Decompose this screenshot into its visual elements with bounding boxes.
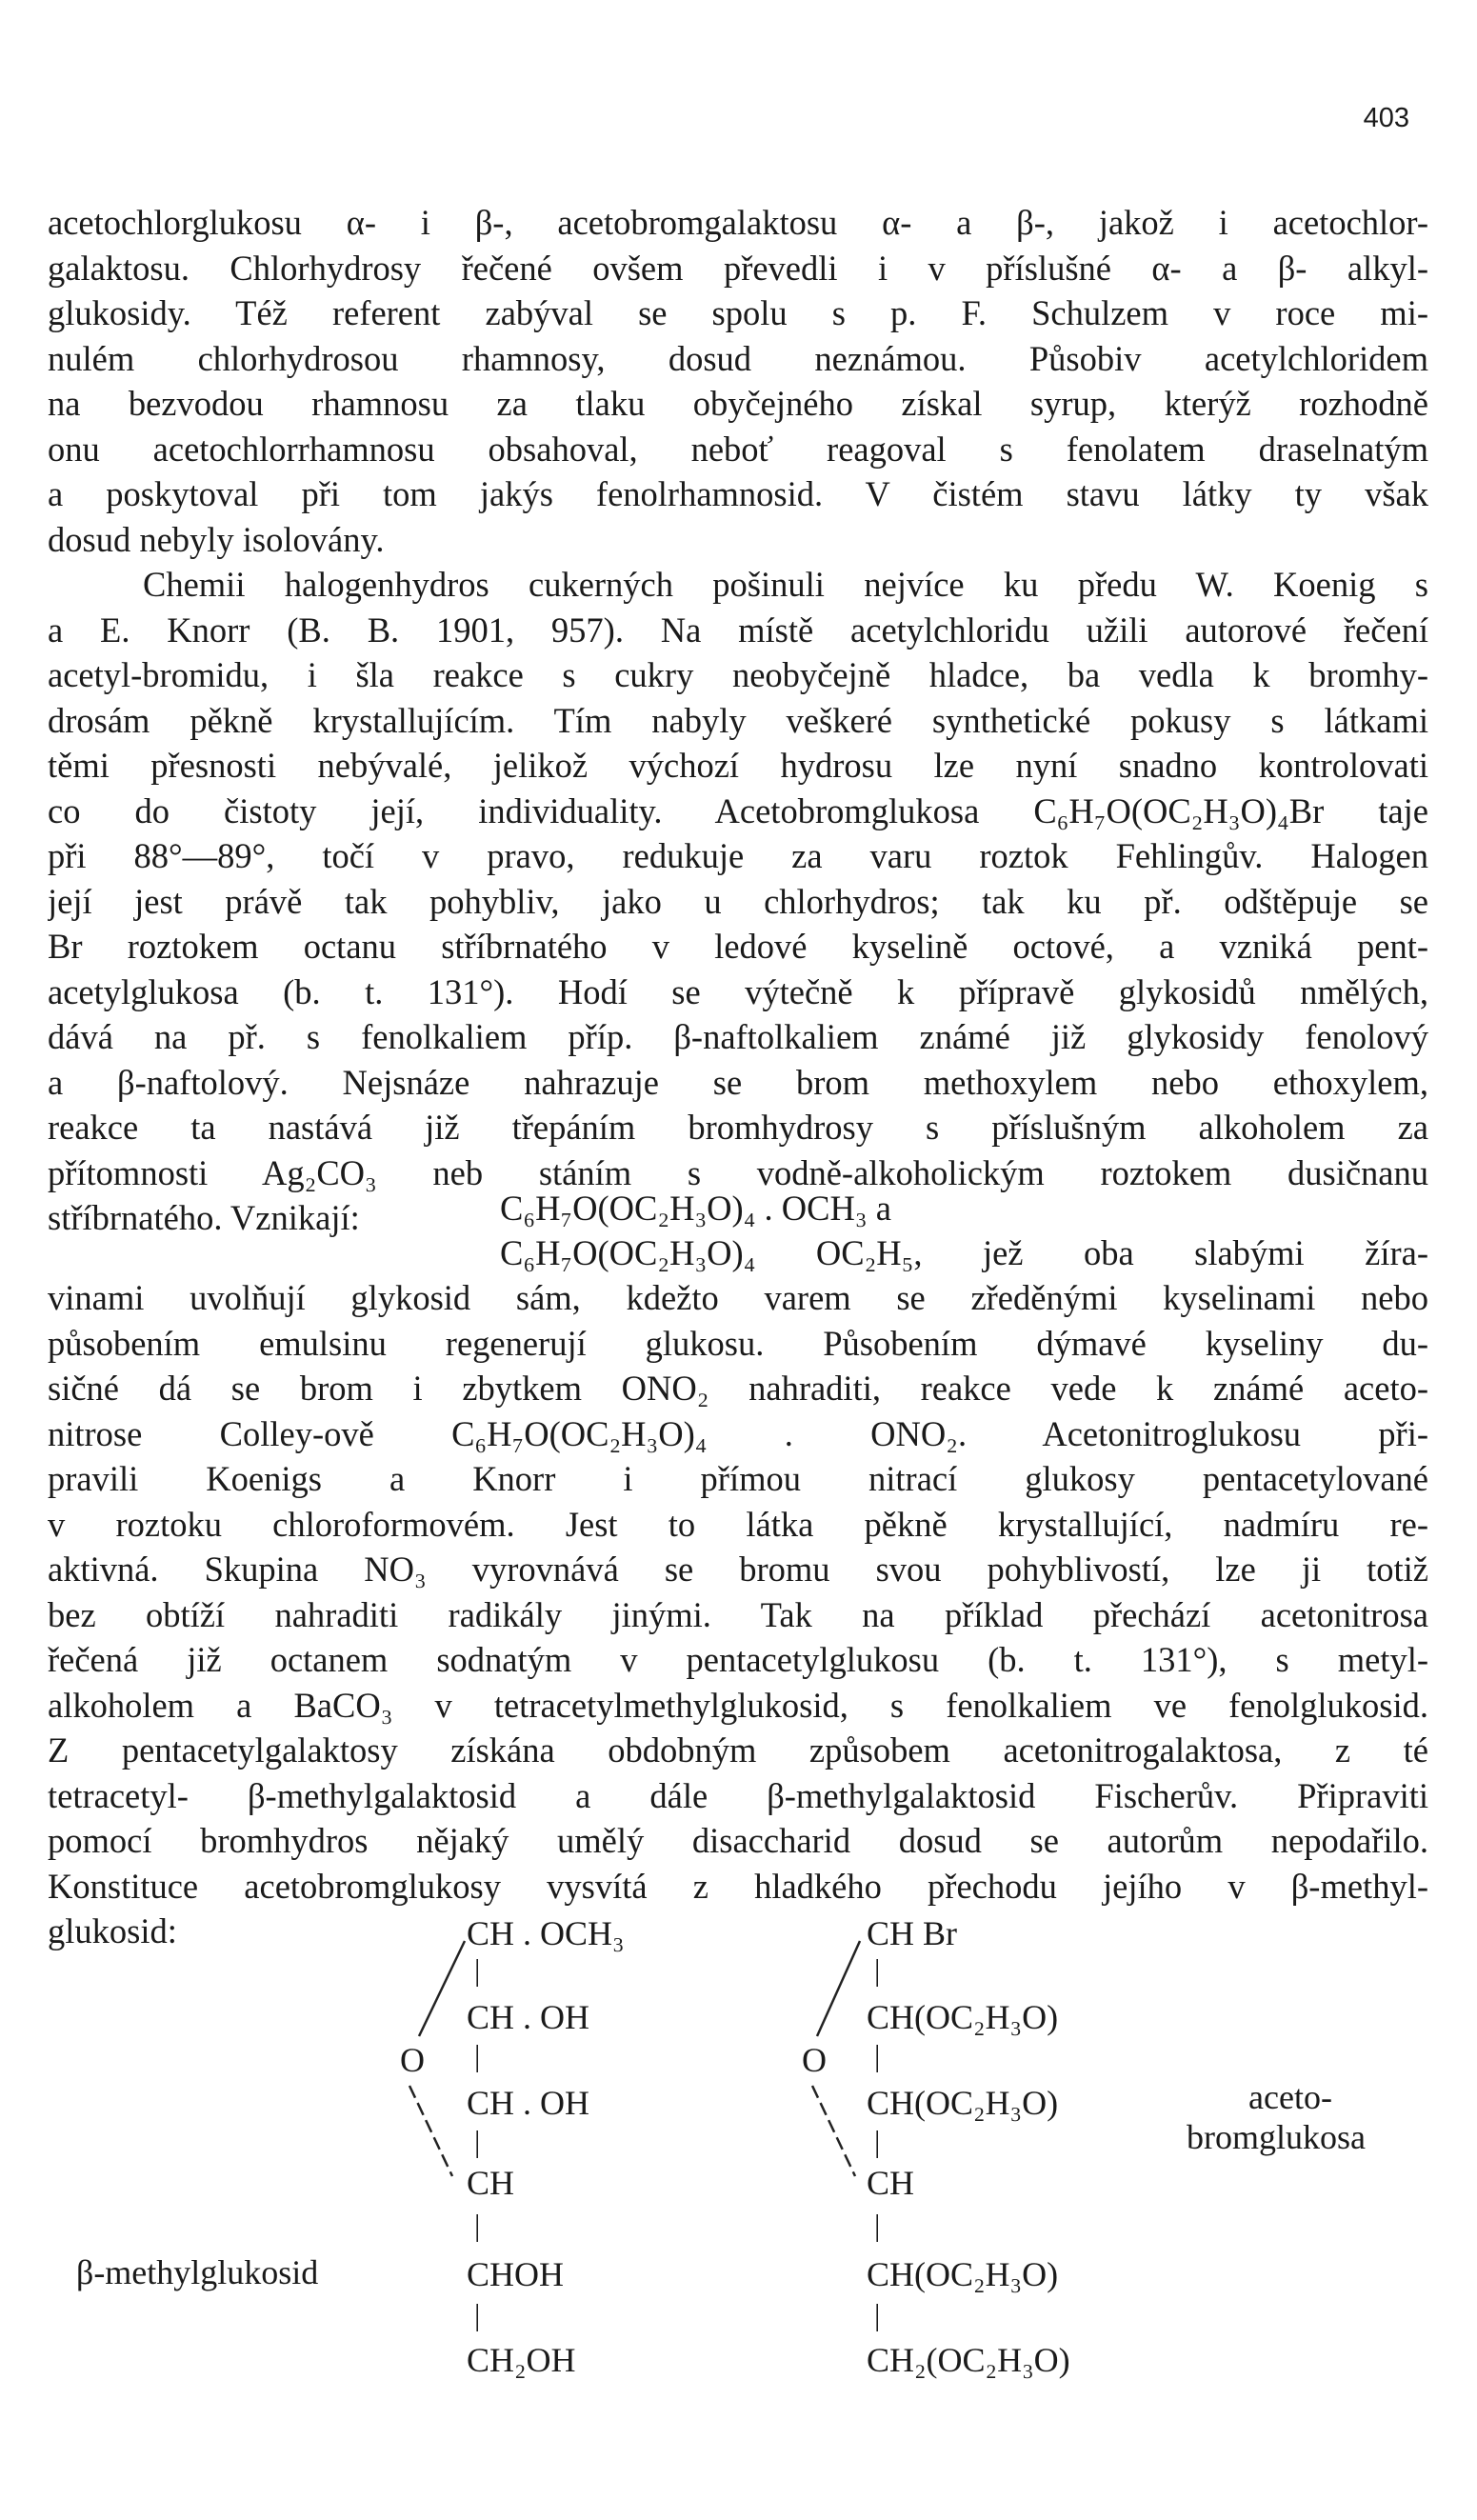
- vertical-bond: |: [874, 1952, 881, 1987]
- text-line: drosám pěkně krystallujícím. Tím nabyly veškeré synthetické pokusy s látkami: [48, 700, 1428, 740]
- left-structure-label: β-methylglukosid: [76, 2253, 319, 2291]
- text-line: aktivná. Skupina NO₃ vyrovnává se bromu svou pohyblivostí, lze ji totiž: [48, 1550, 1428, 1589]
- text-line: na bezvodou rhamnosu za tlaku obyčejného získal syrup, kterýž rozhodně: [48, 384, 1428, 423]
- vertical-bond: |: [474, 2208, 481, 2242]
- vertical-bond: |: [474, 1952, 481, 1987]
- text-line: acetylglukosa (b. t. 131°). Hodí se výtečně k přípravě glykosidů nmělých,: [48, 971, 1428, 1011]
- text-line: pomocí bromhydros nějaký umělý disaccharid dosud se autorům nepodařilo.: [48, 1821, 1428, 1860]
- right-structure-label: aceto-: [1248, 2078, 1332, 2116]
- vertical-bond: |: [874, 2297, 881, 2331]
- text-line: reakce ta nastává již třepáním bromhydrosy s příslušným alkoholem za: [48, 1108, 1428, 1147]
- text-line: glukosid:: [48, 1911, 177, 1950]
- left-structure-row: CH . OH: [467, 1998, 590, 2036]
- vertical-bond: |: [874, 2208, 881, 2242]
- left-structure-row: CH: [467, 2164, 515, 2202]
- right-structure-row: CH₂(OC₂H₃O): [867, 2341, 1070, 2379]
- formula-line: C₆H₇O(OC₂H₃O)₄ OC₂H₅, jež oba slabými žíra-: [500, 1233, 1428, 1272]
- right-structure-label: bromglukosa: [1187, 2118, 1366, 2156]
- formula-line: C₆H₇O(OC₂H₃O)₄ . OCH₃ a: [500, 1189, 891, 1228]
- vertical-bond: |: [474, 2124, 481, 2158]
- text-line: Br roztokem octanu stříbrnatého v ledové kyselině octové, a vzniká pent-: [48, 927, 1428, 966]
- text-line: působením emulsinu regenerují glukosu. Působením dýmavé kyseliny du-: [48, 1323, 1428, 1363]
- text-line: Chemii halogenhydros cukerných pošinuli nejvíce ku předu W. Koenig s: [143, 565, 1428, 604]
- text-line: onu acetochlorrhamnosu obsahoval, neboť reagoval s fenolatem draselnatým: [48, 429, 1428, 469]
- vertical-bond: |: [874, 2038, 881, 2072]
- page-number: 403: [1363, 103, 1409, 133]
- text-line: při 88°—89°, točí v pravo, redukuje za varu roztok Fehlingův. Halogen: [48, 836, 1428, 875]
- text-line: tetracetyl- β-methylgalaktosid a dále β-methylgalaktosid Fischerův. Připraviti: [48, 1775, 1428, 1815]
- text-line: alkoholem a BaCO₃ v tetracetylmethylglukosid, s fenolkaliem ve fenolglukosid.: [48, 1685, 1428, 1725]
- ring-oxygen: O: [802, 2041, 827, 2079]
- vertical-bond: |: [874, 2124, 881, 2158]
- text-line: a E. Knorr (B. B. 1901, 957). Na místě acetylchloridu užili autorové řečení: [48, 610, 1428, 650]
- text-line: Konstituce acetobromglukosy vysvítá z hladkého přechodu jejího v β-methyl-: [48, 1866, 1428, 1906]
- text-line: stříbrnatého. Vznikají:: [48, 1198, 360, 1237]
- text-line: přítomnosti Ag₂CO₃ neb stáním s vodně-alkoholickým roztokem dusičnanu: [48, 1152, 1428, 1192]
- text-line: Z pentacetylgalaktosy získána obdobným způsobem acetonitrogalaktosa, z té: [48, 1730, 1428, 1770]
- text-line: dosud nebyly isolovány.: [48, 519, 385, 559]
- text-line: sičné dá se brom i zbytkem ONO₂ nahraditi, reakce vede k známé aceto-: [48, 1369, 1428, 1408]
- vertical-bond: |: [474, 2038, 481, 2072]
- text-line: co do čistoty její, individuality. Acetobromglukosa C₆H₇O(OC₂H₃O)₄Br taje: [48, 790, 1428, 830]
- text-line: těmi přesnosti nebývalé, jelikož výchozí hydrosu lze nyní snadno kontrolovati: [48, 746, 1428, 785]
- text-line: dává na př. s fenolkaliem příp. β-naftolkaliem známé již glykosidy fenolový: [48, 1017, 1428, 1056]
- text-line: nitrose Colley-ově C₆H₇O(OC₂H₃O)₄ . ONO₂. Acetonitroglukosu při-: [48, 1413, 1428, 1453]
- text-line: pravili Koenigs a Knorr i přímou nitrací glukosy pentacetylované: [48, 1459, 1428, 1498]
- right-structure-row: CH(OC₂H₃O): [867, 2084, 1059, 2122]
- right-structure-row: CH Br: [867, 1914, 958, 1952]
- text-line: a poskytoval při tom jakýs fenolrhamnosid. V čistém stavu látky ty však: [48, 474, 1428, 513]
- right-structure-row: CH(OC₂H₃O): [867, 1998, 1059, 2036]
- right-structure-row: CH: [867, 2164, 915, 2202]
- right-structure-row: CH(OC₂H₃O): [867, 2255, 1059, 2293]
- text-line: v roztoku chloroformovém. Jest to látka pěkně krystallující, nadmíru re-: [48, 1504, 1428, 1544]
- text-line: a β-naftolový. Nejsnáze nahrazuje se brom methoxylem nebo ethoxylem,: [48, 1062, 1428, 1102]
- left-structure-row: CH . OH: [467, 2084, 590, 2122]
- text-line: acetochlorglukosu α- i β-, acetobromgalaktosu α- a β-, jakož i acetochlor-: [48, 203, 1428, 242]
- text-line: glukosidy. Též referent zabýval se spolu s p. F. Schulzem v roce mi-: [48, 293, 1428, 332]
- text-line: vinami uvolňují glykosid sám, kdežto varem se zředěnými kyselinami nebo: [48, 1278, 1428, 1317]
- left-structure-row: CHOH: [467, 2255, 565, 2293]
- left-structure-row: CH . OCH₃: [467, 1914, 625, 1952]
- text-line: acetyl-bromidu, i šla reakce s cukry neobyčejně hladce, ba vedla k bromhy-: [48, 655, 1428, 694]
- ring-oxygen: O: [400, 2041, 425, 2079]
- left-structure-row: CH₂OH: [467, 2341, 576, 2379]
- vertical-bond: |: [474, 2297, 481, 2331]
- text-line: bez obtíží nahraditi radikály jinými. Tak na příklad přechází acetonitrosa: [48, 1594, 1428, 1634]
- text-line: nulém chlorhydrosou rhamnosy, dosud neznámou. Působiv acetylchloridem: [48, 338, 1428, 378]
- text-line: galaktosu. Chlorhydrosy řečené ovšem převedli i v příslušné α- a β- alkyl-: [48, 248, 1428, 288]
- text-line: její jest právě tak pohybliv, jako u chlorhydros; tak ku př. odštěpuje se: [48, 881, 1428, 921]
- text-line: řečená již octanem sodnatým v pentacetylglukosu (b. t. 131°), s metyl-: [48, 1640, 1428, 1679]
